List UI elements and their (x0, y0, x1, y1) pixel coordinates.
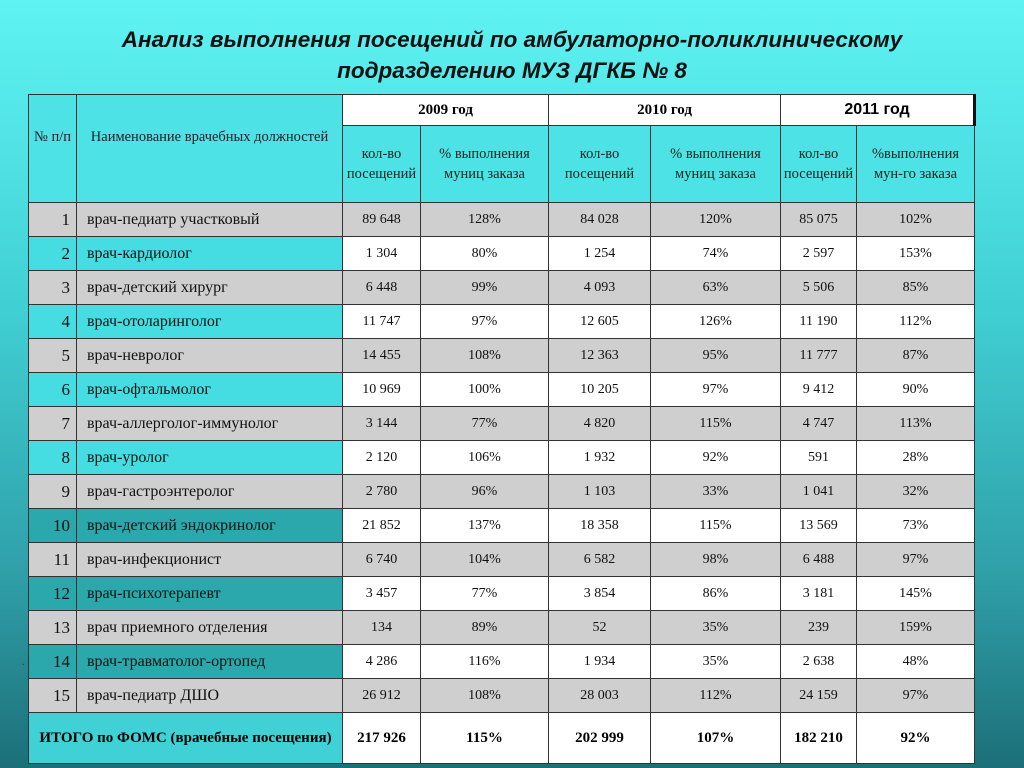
row-position-name: врач-отоларинголог (77, 305, 343, 339)
cell-percent-2011: 113% (857, 407, 975, 441)
table-row (29, 475, 975, 509)
table-row (29, 645, 975, 679)
header-visits-2010: кол-во посещений (549, 126, 651, 203)
row-number: 11 (29, 543, 77, 577)
table-row (29, 509, 975, 543)
cell-visits-2010: 18 358 (549, 509, 651, 543)
visits-table (28, 94, 976, 764)
cell-visits-2011: 85 075 (781, 203, 857, 237)
cell-percent-2010: 33% (651, 475, 781, 509)
cell-visits-2011: 13 569 (781, 509, 857, 543)
table-row (29, 373, 975, 407)
cell-visits-2010: 4 093 (549, 271, 651, 305)
cell-percent-2009: 89% (421, 611, 549, 645)
row-position-name: врач-педиатр ДШО (77, 679, 343, 713)
cell-percent-2009: 116% (421, 645, 549, 679)
cell-percent-2010: 86% (651, 577, 781, 611)
cell-percent-2011: 102% (857, 203, 975, 237)
cell-visits-2011: 11 777 (781, 339, 857, 373)
cell-visits-2010: 1 103 (549, 475, 651, 509)
cell-percent-2011: 112% (857, 305, 975, 339)
cell-visits-2009: 11 747 (343, 305, 421, 339)
cell-visits-2011: 9 412 (781, 373, 857, 407)
cell-percent-2010: 92% (651, 441, 781, 475)
table-row (29, 305, 975, 339)
cell-visits-2010: 1 934 (549, 645, 651, 679)
row-number: 10 (29, 509, 77, 543)
header-visits-2011: кол-во посещений (781, 126, 857, 203)
cell-visits-2010: 52 (549, 611, 651, 645)
cell-percent-2009: 100% (421, 373, 549, 407)
cell-visits-2010: 1 932 (549, 441, 651, 475)
cell-percent-2009: 77% (421, 577, 549, 611)
cell-percent-2009: 137% (421, 509, 549, 543)
cell-percent-2010: 120% (651, 203, 781, 237)
table-row (29, 577, 975, 611)
cell-percent-2011: 97% (857, 679, 975, 713)
cell-percent-2010: 95% (651, 339, 781, 373)
total-row (29, 713, 975, 764)
cell-visits-2011: 591 (781, 441, 857, 475)
row-position-name: врач-невролог (77, 339, 343, 373)
cell-percent-2011: 159% (857, 611, 975, 645)
header-position-name: Наименование врачебных должностей (77, 95, 343, 203)
cell-visits-2011: 24 159 (781, 679, 857, 713)
row-number: 14 (29, 645, 77, 679)
cell-visits-2009: 6 448 (343, 271, 421, 305)
cell-visits-2009: 2 780 (343, 475, 421, 509)
row-position-name: врач-гастроэнтеролог (77, 475, 343, 509)
cell-visits-2009: 6 740 (343, 543, 421, 577)
cell-percent-2011: 87% (857, 339, 975, 373)
header-percent-2011: %выполнения мун-го заказа (857, 126, 975, 203)
cell-visits-2009: 89 648 (343, 203, 421, 237)
row-number: 5 (29, 339, 77, 373)
cell-visits-2010: 12 605 (549, 305, 651, 339)
row-number: 1 (29, 203, 77, 237)
cell-percent-2009: 97% (421, 305, 549, 339)
cell-percent-2011: 153% (857, 237, 975, 271)
cell-percent-2011: 73% (857, 509, 975, 543)
row-number: 4 (29, 305, 77, 339)
cell-percent-2009: 104% (421, 543, 549, 577)
row-number: 12 (29, 577, 77, 611)
row-position-name: врач-офтальмолог (77, 373, 343, 407)
row-number: 13 (29, 611, 77, 645)
title-line-1: Анализ выполнения посещений по амбулаторно-поликлиническому (121, 27, 903, 52)
cell-percent-2010: 35% (651, 611, 781, 645)
cell-visits-2009: 2 120 (343, 441, 421, 475)
row-position-name: врач-инфекционист (77, 543, 343, 577)
cell-visits-2010: 1 254 (549, 237, 651, 271)
cell-percent-2010: 115% (651, 407, 781, 441)
cell-visits-2010: 3 854 (549, 577, 651, 611)
row-position-name: врач-уролог (77, 441, 343, 475)
header-year-2011: 2011 год (781, 95, 975, 126)
cell-visits-2010: 12 363 (549, 339, 651, 373)
cell-visits-2011: 11 190 (781, 305, 857, 339)
page-title (0, 24, 1024, 86)
cell-percent-2011: 32% (857, 475, 975, 509)
cell-visits-2010: 10 205 (549, 373, 651, 407)
cell-visits-2010: 28 003 (549, 679, 651, 713)
row-position-name: врач-аллерголог-иммунолог (77, 407, 343, 441)
cell-percent-2010: 98% (651, 543, 781, 577)
table-row (29, 611, 975, 645)
row-number: 15 (29, 679, 77, 713)
row-position-name: врач приемного отделения (77, 611, 343, 645)
cell-percent-2009: 106% (421, 441, 549, 475)
cell-visits-2010: 84 028 (549, 203, 651, 237)
cell-percent-2009: 80% (421, 237, 549, 271)
total-percent-2011: 92% (857, 713, 975, 764)
row-number: 6 (29, 373, 77, 407)
cell-percent-2009: 108% (421, 339, 549, 373)
row-position-name: врач-педиатр участковый (77, 203, 343, 237)
cell-percent-2009: 77% (421, 407, 549, 441)
table-row (29, 271, 975, 305)
header-visits-2009: кол-во посещений (343, 126, 421, 203)
header-year-2010: 2010 год (549, 95, 781, 126)
cell-percent-2011: 48% (857, 645, 975, 679)
row-number: 3 (29, 271, 77, 305)
cell-visits-2009: 3 457 (343, 577, 421, 611)
table-row (29, 543, 975, 577)
total-visits-2011: 182 210 (781, 713, 857, 764)
cell-visits-2009: 1 304 (343, 237, 421, 271)
cell-percent-2010: 63% (651, 271, 781, 305)
header-percent-2010: % выполнения муниц заказа (651, 126, 781, 203)
header-year-2009: 2009 год (343, 95, 549, 126)
cell-visits-2011: 2 597 (781, 237, 857, 271)
cell-visits-2011: 6 488 (781, 543, 857, 577)
table-row (29, 203, 975, 237)
row-position-name: врач-психотерапевт (77, 577, 343, 611)
cell-visits-2009: 21 852 (343, 509, 421, 543)
total-visits-2009: 217 926 (343, 713, 421, 764)
cell-visits-2011: 1 041 (781, 475, 857, 509)
cell-percent-2011: 85% (857, 271, 975, 305)
cell-visits-2011: 3 181 (781, 577, 857, 611)
cell-visits-2011: 2 638 (781, 645, 857, 679)
cell-visits-2011: 5 506 (781, 271, 857, 305)
cell-percent-2011: 90% (857, 373, 975, 407)
row-position-name: врач-кардиолог (77, 237, 343, 271)
total-visits-2010: 202 999 (549, 713, 651, 764)
table-row (29, 339, 975, 373)
row-number: 2 (29, 237, 77, 271)
cell-visits-2009: 134 (343, 611, 421, 645)
total-percent-2010: 107% (651, 713, 781, 764)
row-position-name: врач-детский эндокринолог (77, 509, 343, 543)
row-number: 8 (29, 441, 77, 475)
cell-percent-2010: 97% (651, 373, 781, 407)
cell-percent-2009: 128% (421, 203, 549, 237)
cell-visits-2009: 3 144 (343, 407, 421, 441)
cell-percent-2010: 35% (651, 645, 781, 679)
cell-percent-2009: 108% (421, 679, 549, 713)
row-position-name: врач-детский хирург (77, 271, 343, 305)
row-number: 7 (29, 407, 77, 441)
cell-visits-2009: 14 455 (343, 339, 421, 373)
row-number: 9 (29, 475, 77, 509)
cell-percent-2009: 96% (421, 475, 549, 509)
table-row (29, 679, 975, 713)
cell-visits-2011: 239 (781, 611, 857, 645)
header-number: № п/п (29, 95, 77, 203)
table-row (29, 407, 975, 441)
title-line-2: подразделению МУЗ ДГКБ № 8 (337, 58, 687, 83)
table-row (29, 237, 975, 271)
stray-mark: . (22, 657, 25, 668)
header-percent-2009: % выполнения муниц заказа (421, 126, 549, 203)
cell-percent-2011: 28% (857, 441, 975, 475)
table-row (29, 441, 975, 475)
cell-visits-2011: 4 747 (781, 407, 857, 441)
cell-percent-2010: 112% (651, 679, 781, 713)
cell-percent-2011: 97% (857, 543, 975, 577)
total-label: ИТОГО по ФОМС (врачебные посещения) (29, 713, 343, 764)
cell-percent-2009: 99% (421, 271, 549, 305)
cell-percent-2010: 115% (651, 509, 781, 543)
cell-percent-2010: 126% (651, 305, 781, 339)
cell-visits-2009: 4 286 (343, 645, 421, 679)
cell-percent-2011: 145% (857, 577, 975, 611)
cell-visits-2010: 6 582 (549, 543, 651, 577)
cell-visits-2009: 10 969 (343, 373, 421, 407)
cell-percent-2010: 74% (651, 237, 781, 271)
cell-visits-2010: 4 820 (549, 407, 651, 441)
cell-visits-2009: 26 912 (343, 679, 421, 713)
total-percent-2009: 115% (421, 713, 549, 764)
row-position-name: врач-травматолог-ортопед (77, 645, 343, 679)
